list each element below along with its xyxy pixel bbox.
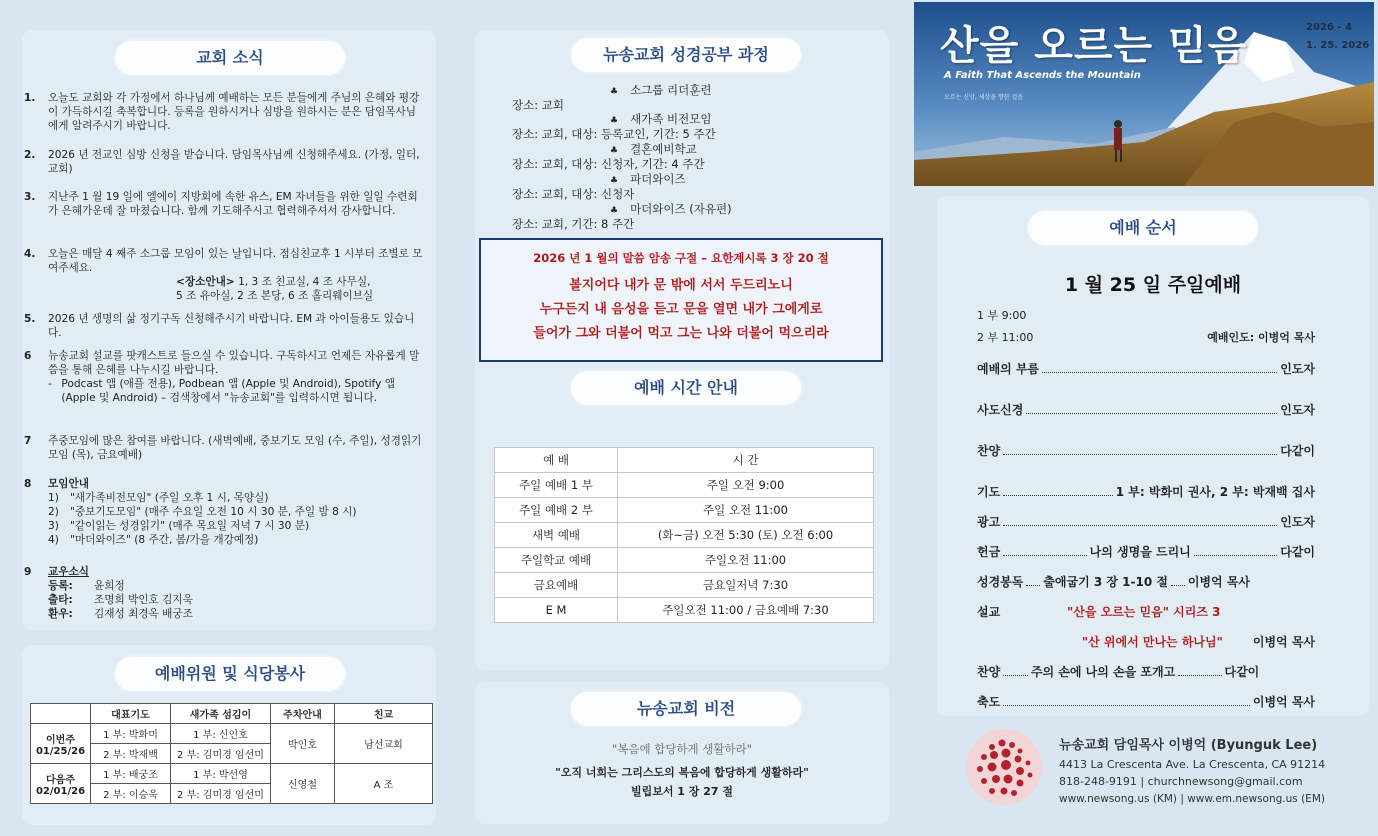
- banner-subtitle: A Faith That Ascends the Mountain: [944, 70, 1141, 81]
- table-header-row: 대표기도 새가족 섬김이 주차안내 친교: [31, 704, 433, 724]
- vision-ref: 빌립보서 1 장 27 절: [630, 785, 734, 798]
- service-time-1: 1 부 9:00: [977, 309, 1027, 322]
- service-time-2: 2 부 11:00: [977, 331, 1034, 344]
- news-item-8: 8 모임안내 1) "새가족비전모임" (주일 오후 1 시, 목양실) 2) "중보기도모임" (매주 수요일 오전 10 시 30 분, 주일 밤 8 시) 3) "같이읽는 성경읽기" (매주 목요일 저녁 7 시 30 분) 4) "마더와이즈" (8 주간, 봄/가을 개강예정): [24, 477, 424, 547]
- club-icon: ♣: [610, 87, 619, 97]
- sermon-title-row: [977, 633, 1315, 650]
- news-item-6: 6 뉴송교회 설교를 팟캐스트로 들으실 수 있습니다. 구독하시고 언제든 자유롭게 말씀을 통해 은혜를 나누시길 바랍니다. - Podcast 앱 (애플 전용), Podbean 앱 (Apple 및 Android), Spotify 앱 (Apple 및 Android) – 검색창에서 "뉴송교회"를 입력하시면 됩니다.: [24, 349, 424, 405]
- news-item-3: 3. 지난주 1 월 19 일에 엘에이 지방회에 속한 유스, EM 자녀들을 위한 일일 수련회가 은혜가운데 잘 마쳤습니다. 함께 기도해주시고 협력해주셔서 감사합니다.: [24, 191, 418, 217]
- table-row: 다음주 02/01/26 1 부: 배궁조 1 부: 박선영 신영철 A 조: [31, 764, 433, 784]
- club-icon: ♣: [610, 116, 619, 126]
- duty-title: 예배위원 및 식당봉사: [115, 657, 345, 691]
- table-row: 금요예배 금요일저녁 7:30: [495, 573, 874, 598]
- worship-times-table: [494, 447, 874, 623]
- news-item-2: 2. 2026 년 전교인 심방 신청을 받습니다. 담임목사님께 신청해주세요. (가정, 일터, 교회): [24, 149, 420, 175]
- order-item: 기도 1 부: 박화미 권사, 2 부: 박재백 집사: [977, 485, 1315, 499]
- table-header-row: 예 배 시 간: [495, 448, 874, 473]
- worship-leader: 예배인도: 이병억 목사: [1207, 331, 1315, 344]
- table-row: 주일 예배 2 부 주일 오전 11:00: [495, 498, 874, 523]
- sermon-series: "산을 오르는 믿음" 시리즈 3: [1067, 605, 1221, 619]
- news-item-9: 9 교우소식 등록: 윤희정 출타: 조명희 박인호 김지욱 환우: 김재성 최경옥 배궁조: [24, 566, 193, 620]
- order-item: 찬양 주의 손에 나의 손을 포개고 다같이: [977, 665, 1260, 679]
- issue-date: 1. 25. 2026: [1306, 40, 1370, 51]
- order-item: 예배의 부름 인도자: [977, 362, 1315, 376]
- news-item-4: 4. 오늘은 매달 4 째주 소그룹 모임이 있는 날입니다. 점심친교후 1 시부터 조별로 모여주세요. <장소안내> 1, 3 조 친교실, 4 조 사무실, 5 조 유아실, 2 조 본당, 6 조 홀리웨이브실: [24, 248, 423, 302]
- church-logo: [962, 725, 1046, 809]
- sermon-row: 설교 "산을 오르는 믿음" 시리즈 3: [977, 605, 1221, 619]
- banner-image: [914, 2, 1374, 186]
- order-item: 축도 이병억 목사: [977, 695, 1315, 709]
- church-contact: 818-248-9191 | churchnewsong@gmail.com: [1059, 775, 1303, 788]
- vision-title: 뉴송교회 비전: [571, 692, 801, 726]
- club-icon: ♣: [610, 206, 619, 216]
- times-title: 예배 시간 안내: [571, 371, 801, 405]
- vision-motto: "복음에 합당하게 생활하라": [611, 742, 753, 756]
- duty-table: [30, 703, 433, 804]
- table-row: E M 주일오전 11:00 / 금요예배 7:30: [495, 598, 874, 623]
- table-row: 2 부: 이승욱 2 부: 김미경 임선미: [31, 784, 433, 804]
- meeting-item: 2) "중보기도모임" (매주 수요일 오전 10 시 30 분, 주일 밤 8 시): [48, 506, 357, 518]
- table-row: 2 부: 박재백 2 부: 김미경 임선미: [31, 744, 433, 764]
- order-item: 찬양 다같이: [977, 444, 1315, 458]
- memory-verse-box: 2026 년 1 월의 말씀 암송 구절 – 요한계시록 3 장 20 절 볼지어다 내가 문 밖에 서서 두드리노니 누구든지 내 음성을 듣고 문을 열면 내가 그에게로 들어가 그와 더불어 먹고 그는 나와 더불어 먹으리라: [479, 238, 883, 362]
- sermon-title: "산 위에서 만나는 하나님": [1081, 635, 1223, 649]
- pastor-name: 뉴송교회 담임목사 이병억 (Byunguk Lee): [1059, 738, 1318, 753]
- issue-number: 2026 - 4: [1306, 22, 1352, 33]
- order-item: 사도신경 인도자: [977, 403, 1315, 417]
- podcast-note: Podcast 앱 (애플 전용), Podbean 앱 (Apple 및 Android), Spotify 앱 (Apple 및 Android) – 검색창에서 "뉴송교회"를 입력하시면 됩니다.: [61, 378, 395, 404]
- vision-verse: "오직 너희는 그리스도의 복음에 합당하게 생활하라": [555, 766, 809, 779]
- meeting-item: 3) "같이읽는 성경읽기" (매주 목요일 저녁 7 시 30 분): [48, 520, 310, 532]
- club-icon: ♣: [610, 146, 619, 156]
- meeting-item: 1) "새가족비전모임" (주일 오후 1 시, 목양실): [48, 492, 269, 504]
- banner-title: 산을 오르는 믿음: [940, 22, 1248, 69]
- banner-blurb: 오르는 신앙, 세상을 향한 걸음: [944, 94, 1024, 101]
- church-address: 4413 La Crescenta Ave. La Crescenta, CA 91214: [1059, 758, 1326, 771]
- club-icon: ♣: [610, 176, 619, 186]
- order-title: 예배 순서: [1028, 211, 1258, 245]
- news-item-1: 1. 오늘도 교회와 각 가정에서 하나님께 예배하는 모든 분들에게 주님의 은혜와 평강이 가득하시길 축복합니다. 등록을 원하시거나 심방을 원하시는 분은 담임목사님에게 알려주시기 바랍니다.: [24, 92, 420, 132]
- news-item-5: 5. 2026 년 생명의 삶 정기구독 신청해주시기 바랍니다. EM 과 아이들용도 있습니다.: [24, 313, 415, 339]
- service-title: 1 월 25 일 주일예배: [1064, 274, 1242, 296]
- meeting-item: 4) "마더와이즈" (8 주간, 봄/가을 개강예정): [48, 534, 259, 546]
- news-item-7: 7 주중모임에 많은 참여를 바랍니다. (새벽예배, 중보기도 모임 (수, 주일), 성경읽기 모임 (목), 금요예배): [24, 435, 422, 461]
- study-title: 뉴송교회 성경공부 과정: [571, 38, 801, 72]
- table-row: 주일학교 예배 주일오전 11:00: [495, 548, 874, 573]
- table-row: 새벽 예배 (화~금) 오전 5:30 (토) 오전 6:00: [495, 523, 874, 548]
- news-title: 교회 소식: [115, 41, 345, 75]
- order-item: 광고 인도자: [977, 515, 1315, 529]
- sermon-preacher: 이병억 목사: [1252, 635, 1315, 649]
- church-website[interactable]: www.newsong.us (KM) | www.em.newsong.us (EM): [1059, 793, 1325, 805]
- table-row: 주일 예배 1 부 주일 오전 9:00: [495, 473, 874, 498]
- order-item: 헌금 나의 생명을 드리니 다같이: [977, 545, 1315, 559]
- order-item: 성경봉독 출애굽기 3 장 1-10 절 이병억 목사: [977, 575, 1251, 589]
- table-row: 이번주 01/25/26 1 부: 박화미 1 부: 신인호 박인호 남선교회: [31, 724, 433, 744]
